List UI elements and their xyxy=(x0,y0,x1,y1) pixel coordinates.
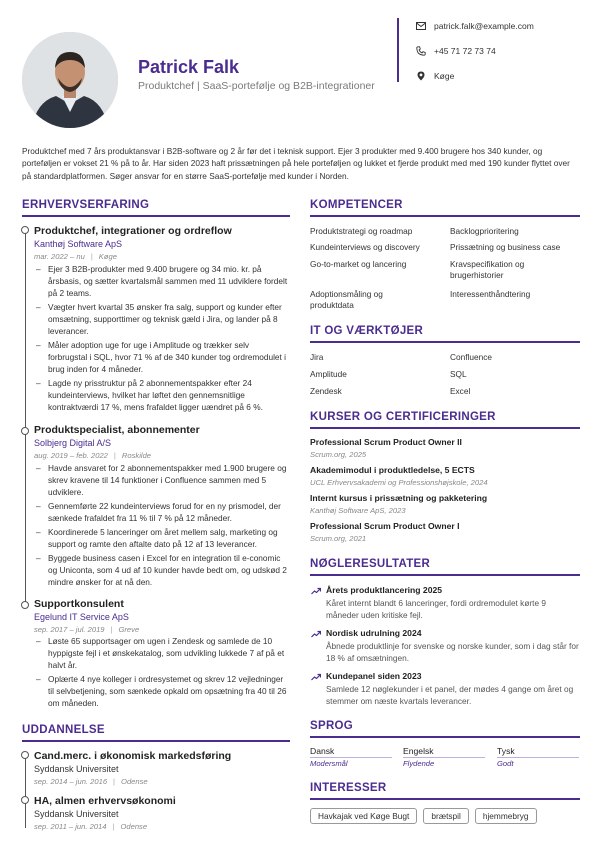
job-location: Køge xyxy=(98,252,117,261)
header-divider xyxy=(397,18,399,82)
trending-up-icon xyxy=(311,587,321,595)
tool-item: Excel xyxy=(450,386,471,396)
job-meta: sep. 2017 – jul. 2019 | Greve xyxy=(34,625,140,634)
job-title: Supportkonsulent xyxy=(34,598,124,610)
degree-title: HA, almen erhvervsøkonomi xyxy=(34,795,176,807)
skill-item: Backlogprioritering xyxy=(450,226,519,236)
job-company: Solbjerg Digital A/S xyxy=(34,438,112,448)
job-bullet: – Måler adoption uge for uge i Amplitude og trækker selv forbrugstal i SQL, hvor 71 % af de 340 kunder tog ordremodulet i brug inden for 4 måneder. xyxy=(34,339,290,375)
candidate-name: Patrick Falk xyxy=(138,57,240,77)
job-bullets xyxy=(34,263,290,415)
skill-item: Go-to-market og lancering xyxy=(310,259,407,269)
language-level: Flydende xyxy=(403,759,435,768)
education-location: Odense xyxy=(121,777,148,786)
education-meta: sep. 2011 – jun. 2014 | Odense xyxy=(34,822,148,831)
achievement-desc: Kåret internt blandt 6 lanceringer, fordi ordremodulet kørte 9 måneder uden kritiske fejl. xyxy=(326,598,546,620)
education-section-title: UDDANNELSE xyxy=(22,724,105,736)
tool-item: Zendesk xyxy=(310,386,342,396)
achievements-rule xyxy=(310,574,580,576)
achievement-title: Kundepanel siden 2023 xyxy=(326,671,422,681)
skills-rule xyxy=(310,215,580,217)
language-rule xyxy=(403,757,485,758)
skill-item: Produktstrategi og roadmap xyxy=(310,226,413,236)
headline: Produktchef | SaaS-portefølje og B2B-integrationer xyxy=(138,80,375,92)
course-name: Professional Scrum Product Owner I xyxy=(310,521,460,531)
achievement-desc: Åbnede produktlinje for svenske og norske kunder, som i dag står for 18 % af omsætningen. xyxy=(326,641,579,663)
course-name: Professional Scrum Product Owner II xyxy=(310,437,462,447)
skill-item: Adoptionsmåling og produktdata xyxy=(310,289,383,310)
course-name: Akademimodul i produktledelse, 5 ECTS xyxy=(310,465,475,475)
skill-item: Kravspecifikation og brugerhistorier xyxy=(450,259,525,280)
languages-section-title: SPROG xyxy=(310,720,354,732)
timeline-dot xyxy=(21,226,29,234)
education-dates: sep. 2014 – jun. 2016 xyxy=(34,777,108,786)
interests-rule xyxy=(310,798,580,800)
interests-section-title: INTERESSER xyxy=(310,782,387,794)
job-dates: aug. 2019 – feb. 2022 xyxy=(34,451,108,460)
tool-item: Jira xyxy=(310,352,324,362)
experience-rule xyxy=(22,215,290,217)
job-bullets xyxy=(34,462,290,590)
job-bullet: – Oplærte 4 nye kolleger i ordresystemet og skrev 12 vejledninger til selvbetjening, som sænkede opkald om opsætning fra 40 til 26 om måneden. xyxy=(34,673,290,709)
trending-up-icon xyxy=(311,673,321,681)
achievement-desc: Samlede 12 nøglekunder i et panel, der mødes 4 gange om året og stemmer om næste kvartals leverancer. xyxy=(326,684,574,706)
job-bullet: – Lagde ny prisstruktur på 2 abonnementspakker efter 24 kundeinterviews, hvilket har løftet den gennemsnitlige kontraktværdi 17 %, mens frafaldet ligger uændret på 6 %. xyxy=(34,377,290,413)
job-bullet: – Byggede business casen i Excel for en integration til e-conomic og Uniconta, som 4 ud af 10 kunder havde bedt om, og udskød 2 mindre ønsker for at nå den. xyxy=(34,552,290,588)
job-bullet: – Ejer 3 B2B-produkter med 9.400 brugere og 34 mio. kr. på årsbasis, og sætter kvartalsmål sammen med 11 udviklere fordelt på 2 teams. xyxy=(34,263,290,299)
language-rule xyxy=(310,757,392,758)
course-org: Kanthøj Software ApS, 2023 xyxy=(310,506,406,515)
course-org: UCL Erhvervsakademi og Professionshøjskole, 2024 xyxy=(310,478,488,487)
profile-summary: Produktchef med 7 års produktansvar i B2B-software og 2 år før det i teknisk support. Ejer 3 produkter med 9.400 brugere hos 340 kunder, og porteføljen er vokset 21 % på to år. Har siden 2023 haft prissætningen på hele porteføljen og lukket et fjerde produkt med med 190 kunder flyttet over på standardplatformen. Søger ansvar for en større SaaS-portefølje med kunder i Norden. xyxy=(22,146,570,181)
job-location: Roskilde xyxy=(121,451,152,460)
course-org: Scrum.org, 2025 xyxy=(310,450,367,459)
timeline-dot xyxy=(21,796,29,804)
language-name: Engelsk xyxy=(403,746,434,756)
job-meta: mar. 2022 – nu | Køge xyxy=(34,252,117,261)
course-name: Internt kursus i prissætning og pakketering xyxy=(310,493,488,503)
location-pin-icon xyxy=(416,71,426,81)
timeline-dot xyxy=(21,601,29,609)
achievement-title: Årets produktlancering 2025 xyxy=(326,585,443,595)
interests-tags xyxy=(310,808,537,824)
job-bullet: – Vægter hvert kvartal 35 ønsker fra salg, support og kunder efter omsætning, supporttimer og teknisk gæld i Jira, og lander på 8 leverancer. xyxy=(34,301,290,337)
education-dates: sep. 2011 – jun. 2014 xyxy=(34,822,107,831)
language-name: Tysk xyxy=(497,746,515,756)
job-bullets xyxy=(34,635,290,711)
job-bullet: – Løste 65 supportsager om ugen i Zendesk og samlede de 10 hyppigste fejl i et ønskekatalog, som udvikling lukkede 7 af på et halvt år. xyxy=(34,635,290,671)
interest-tag: brætspil xyxy=(423,808,469,824)
job-dates: mar. 2022 – nu xyxy=(34,252,85,261)
job-company: Kanthøj Software ApS xyxy=(34,239,123,249)
achievements-section-title: NØGLERESULTATER xyxy=(310,558,431,570)
location-text: Køge xyxy=(434,71,455,81)
timeline-dot xyxy=(21,427,29,435)
contact-location xyxy=(416,71,454,81)
job-meta: aug. 2019 – feb. 2022 | Roskilde xyxy=(34,451,152,460)
contact-phone[interactable] xyxy=(416,46,496,56)
timeline-dot xyxy=(21,751,29,759)
school-name: Syddansk Universitet xyxy=(34,764,119,774)
job-dates: sep. 2017 – jul. 2019 xyxy=(34,625,105,634)
job-bullet: – Koordinerede 5 lanceringer om året mellem salg, marketing og support og ramte den aftalte dato på 12 af 13 leverancer. xyxy=(34,526,290,550)
courses-rule xyxy=(310,427,580,429)
job-company: Egelund IT Service ApS xyxy=(34,612,129,622)
email-text: patrick.falk@example.com xyxy=(434,21,534,31)
education-location: Odense xyxy=(120,822,148,831)
course-org: Scrum.org, 2021 xyxy=(310,534,367,543)
tools-section-title: IT OG VÆRKTØJER xyxy=(310,325,424,337)
tool-item: Confluence xyxy=(450,352,492,362)
degree-title: Cand.merc. i økonomisk markedsføring xyxy=(34,750,232,762)
job-bullet: – Havde ansvaret for 2 abonnementspakker med 1.900 brugere og skrev kravene til 14 funktioner i Confluence sammen med 5 udviklere. xyxy=(34,462,290,498)
tools-rule xyxy=(310,341,580,343)
experience-timeline xyxy=(25,232,26,608)
courses-section-title: KURSER OG CERTIFICERINGER xyxy=(310,411,496,423)
education-meta: sep. 2014 – jun. 2016 | Odense xyxy=(34,777,148,786)
language-level: Modersmål xyxy=(310,759,348,768)
job-title: Produktchef, integrationer og ordreflow xyxy=(34,225,232,237)
skill-item: Prissætning og business case xyxy=(450,242,561,252)
tool-item: Amplitude xyxy=(310,369,347,379)
job-location: Greve xyxy=(118,625,140,634)
job-bullet: – Gennemførte 22 kundeinterviews forud for en ny prismodel, der sænkede frafaldet fra 11 % til 7 % på 12 måneder. xyxy=(34,500,290,524)
skill-item: Interessenthåndtering xyxy=(450,289,531,299)
achievement-title: Nordisk udrulning 2024 xyxy=(326,628,422,638)
school-name: Syddansk Universitet xyxy=(34,809,119,819)
email-icon xyxy=(416,21,426,31)
trending-up-icon xyxy=(311,630,321,638)
interest-tag: Havkajak ved Køge Bugt xyxy=(310,808,417,824)
experience-section-title: ERHVERVSERFARING xyxy=(22,199,150,211)
skill-item: Kundeinterviews og discovery xyxy=(310,242,420,252)
language-name: Dansk xyxy=(310,746,335,756)
skills-section-title: KOMPETENCER xyxy=(310,199,403,211)
language-rule xyxy=(497,757,579,758)
education-timeline xyxy=(25,756,26,828)
phone-text: +45 71 72 73 74 xyxy=(434,46,496,56)
profile-photo xyxy=(22,32,118,128)
contact-email[interactable] xyxy=(416,21,534,31)
job-title: Produktspecialist, abonnementer xyxy=(34,424,200,436)
languages-rule xyxy=(310,736,580,738)
language-level: Godt xyxy=(497,759,514,768)
interest-tag: hjemmebryg xyxy=(475,808,537,824)
phone-icon xyxy=(416,46,426,56)
education-rule xyxy=(22,740,290,742)
tool-item: SQL xyxy=(450,369,467,379)
